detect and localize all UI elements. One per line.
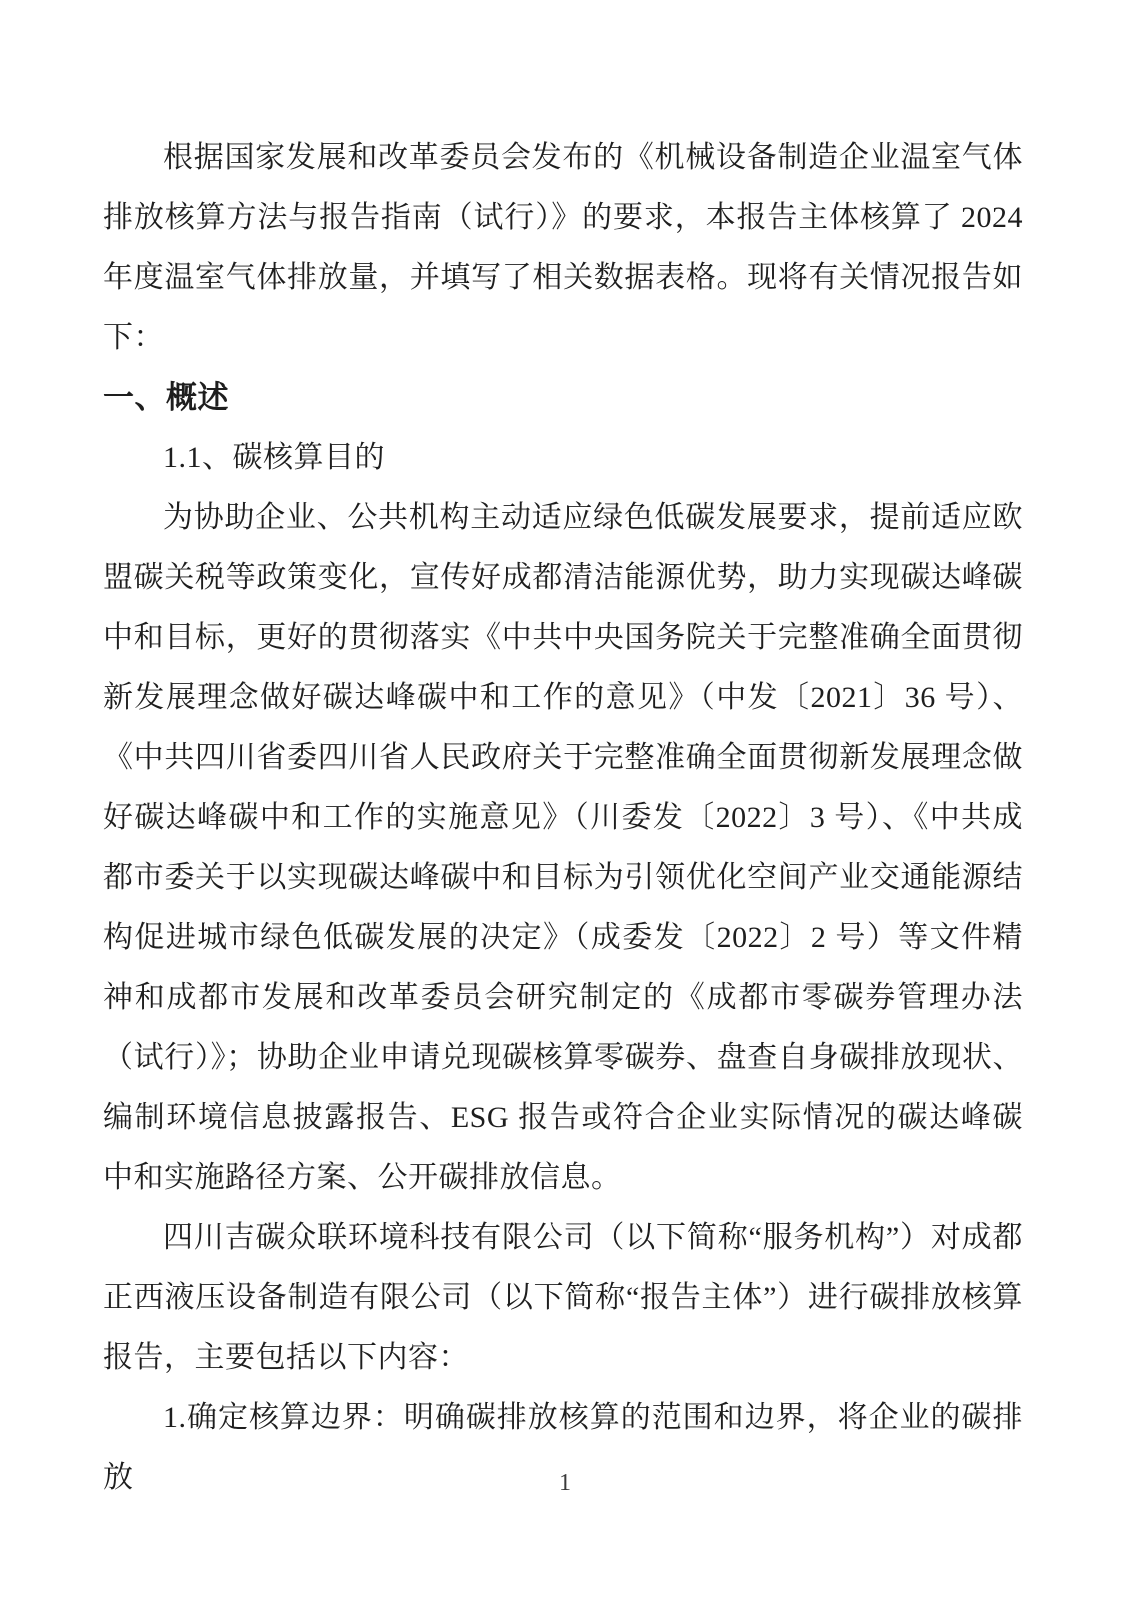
paragraph-intro: 根据国家发展和改革委员会发布的《机械设备制造企业温室气体排放核算方法与报告指南（试行）》的要求，本报告主体核算了 2024 年度温室气体排放量，并填写了相关数据表格。现将有关情况报告如下： — [103, 141, 1023, 354]
subsection-heading-purpose: 1.1、碳核算目的 — [163, 441, 385, 474]
section-heading-overview: 一、概述 — [103, 380, 229, 415]
document-body — [103, 128, 1023, 1508]
paragraph-policy-background: 为协助企业、公共机构主动适应绿色低碳发展要求，提前适应欧盟碳关税等政策变化，宣传好成都清洁能源优势，助力实现碳达峰碳中和目标，更好的贯彻落实《中共中央国务院关于完整准确全面贯彻新发展理念做好碳达峰碳中和工作的意见》（中发〔2021〕36 号）、《中共四川省委四川省人民政府关于完整准确全面贯彻新发展理念做好碳达峰碳中和工作的实施意见》（川委发〔2022〕3 号）、《中共成都市委关于以实现碳达峰碳中和目标为引领优化空间产业交通能源结构促进城市绿色低碳发展的决定》（成委发〔2022〕2 号）等文件精神和成都市发展和改革委员会研究制定的《成都市零碳券管理办法（试行）》；协助企业申请兑现碳核算零碳券、盘查自身碳排放现状、编制环境信息披露报告、ESG 报告或符合企业实际情况的碳达峰碳中和实施路径方案、公开碳排放信息。 — [103, 501, 1023, 1194]
paragraph-parties: 四川吉碳众联环境科技有限公司（以下简称“服务机构”）对成都正西液压设备制造有限公司（以下简称“报告主体”）进行碳排放核算报告，主要包括以下内容： — [103, 1221, 1023, 1374]
paragraph-accounting-boundary: 1.确定核算边界：明确碳排放核算的范围和边界，将企业的碳排放 — [103, 1401, 1023, 1494]
page-number: 1 — [559, 1470, 571, 1496]
